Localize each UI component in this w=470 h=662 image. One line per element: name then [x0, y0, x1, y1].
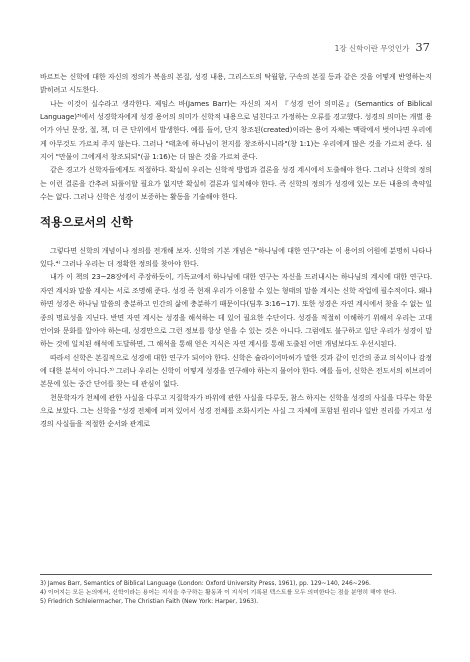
paragraph: 천문학자가 천체에 관한 사실을 다루고 지질학자가 바위에 관한 사실을 다루듯, 참스 하지는 신학을 성경의 사실을 다루는 학문으로 보았다. 그는 신학을 "성경 전체에 퍼져 있어서 성경 전체를 조화시키는 사실 그 자체에 포함된 원리나 일반 진리를 가지고 성경의 사실들을 적절한 순서와 관계로	[40, 392, 432, 429]
footnote: 5) Friedrich Schleiermacher, The Christian Faith (New York: Harper, 1963).	[40, 599, 259, 605]
footnote: 4) 이어지는 모든 논의에서, 신학이라는 용어는 지식을 추구하는 활동과 이 지식이 기록된 텍스트를 모두 의미한다는 점을 분명히 해야 한다.	[40, 590, 397, 596]
paragraph: 내가 이 책의 23~28장에서 주장하듯이, 기독교에서 하나님에 대한 연구는 자신을 드러내시는 하나님의 계시에 대한 연구다. 자연 계시와 말씀 계시는 서로 조명해 준다. 성경 즉 현재 우리가 이용할 수 있는 형태의 말씀 계시는 신학 작업에 필수적이다. 왜냐하면 성경은 하나님 말씀의 충분하고 인간의 삶에 충분하기 때문이다(딤후 3:16~17). 또한 성경은 자연 계시에서 찾을 수 없는 일종의 명료성을 지닌다. 반면 자연 계시는 성경을 해석하는 데 있어 필요한 수단이다. 성경을 적절히 이해하기 위해서 우리는 고대 언어와 문화를 알아야 하는데, 성경만으로 그런 정보를 항상 얻을 수 있는 것은 아니다. 그럼에도 불구하고 일단 우리가 성경이 말하는 것에 일치된 해석에 도달하면, 그 해석을 통해 얻은 지식은 자연 계시를 통해 도출된 어떤 개념보다도 우선시된다.	[40, 272, 432, 349]
footnotes	[40, 574, 432, 607]
body-text	[40, 70, 432, 431]
paragraph: 따라서 신학은 본질적으로 성경에 대한 연구가 되어야 한다. 신학은 슐라이어마허가 말한 것과 같이 인간의 종교 의식이나 감정에 대한 분석이 아니다.⁵⁾ 그러나 우리는 신학이 어떻게 성경을 연구해야 하는지 물어야 한다. 예를 들어, 신학은 전도서의 히브리어 본문에 있는 중간 단어를 찾는 데 관심이 없다.	[40, 352, 432, 389]
paragraph: 바르트는 신학에 대한 자신의 정의가 복음의 본질, 성경 내용, 그리스도의 탁월함, 구속의 본질 등과 같은 것을 어떻게 반영하는지 밝히려고 시도한다.	[40, 72, 432, 95]
paragraph: 같은 경고가 신학자들에게도 적절하다. 확실히 우리는 신학적 방법과 결론을 성경 계시에서 도출해야 한다. 그러나 신학의 정의는 이런 결론을 간추려 되풀이할 필요가 없지만 확실히 결론과 일치해야 한다. 즉 신학의 정의가 성경에 있는 모든 내용의 축약일 수는 없다. 그러나 신학은 성경이 보증하는 활동을 기술해야 한다.	[40, 165, 432, 202]
chapter-title: 1장 신학이란 무엇인가	[334, 44, 410, 53]
paragraph: 그렇다면 신학의 개념이나 정의를 전개해 보자. 신학의 기본 개념은 "하나님에 대한 연구"라는 이 용어의 어원에 분명히 나타나 있다.⁴⁾ 그러나 우리는 더 정확한 정의를 찾아야 한다.	[40, 245, 432, 269]
running-head	[335, 40, 430, 54]
footnote: 3) James Barr, Semantics of Biblical Language (London: Oxford University Press, 1961), pp. 129~140, 246~296.	[40, 581, 371, 587]
paragraph: 나는 이것이 실수라고 생각한다. 제임스 바(James Barr)는 자신의 저서 『성경 언어 의미론』(Semantics of Biblical Language)³⁾에서 성경학자에게 성경 용어의 의미가 신학적 내용으로 넘친다고 가정하는 오류를 경고했다. 성경의 의미는 개별 용어가 아닌 문장, 절, 책, 더 큰 단위에서 발생한다. 예를 들어, 단지 창조된(created)이라는 용어 자체는 맥락에서 벗어나면 우리에게 아무것도 가르쳐 주지 않는다. 그러나 "태초에 하나님이 천지를 창조하시니라"(창 1:1)는 우리에게 많은 것을 가르쳐 준다. 심지어 "만물이 그에게서 창조되되"(골 1:16)는 더 많은 것을 가르쳐 준다.	[40, 98, 432, 162]
page-number: 37	[415, 40, 430, 54]
section-heading: 적용으로서의 신학	[40, 215, 133, 230]
